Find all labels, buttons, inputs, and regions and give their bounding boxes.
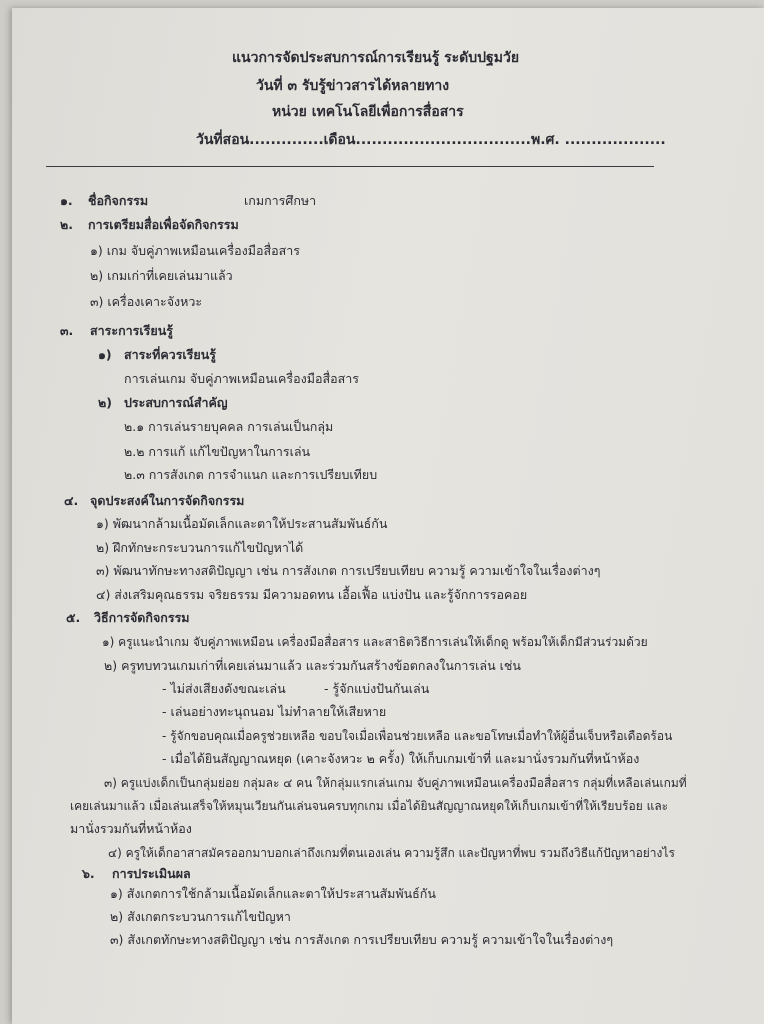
s2-title: การเตรียมสื่อเพื่อจัดกิจกรรม — [88, 217, 239, 232]
rule-item: - รู้จักแบ่งปันกันเล่น — [324, 681, 430, 696]
step-3-line: เคยเล่นมาแล้ว เมื่อเล่นเสร็จให้หมุนเวียนกันเล่นจนครบทุกเกม เมื่อได้ยินสัญญาณหยุดให้เก็บเกมเข้าที่ให้เรียบร้อย และ — [70, 799, 669, 813]
step-1: ๑) ครูแนะนำเกม จับคู่ภาพเหมือน เครื่องมือสื่อสาร และสาธิตวิธีการเล่นให้เด็กดู พร้อมให้เด็กมีส่วนร่วมด้วย — [102, 635, 648, 649]
s4-title: จุดประสงค์ในการจัดกิจกรรม — [90, 493, 245, 508]
list-item: ๒) เกมเก่าที่เคยเล่นมาแล้ว — [90, 268, 233, 283]
teaching-date-line: วันที่สอน..............เดือน.................................พ.ศ. ................... — [196, 132, 666, 148]
step-3-line: มานั่งรวมกันที่หน้าห้อง — [70, 821, 192, 836]
list-item: ๑) สังเกตการใช้กล้ามเนื้อมัดเล็กและตาให้ประสานสัมพันธ์กัน — [110, 886, 436, 901]
list-item: ๒.๓ การสังเกต การจำแนก และการเปรียบเทียบ — [124, 467, 378, 482]
list-item: ๒.๑ การเล่นรายบุคคล การเล่นเป็นกลุ่ม — [124, 419, 334, 434]
list-item: ๒.๒ การแก้ แก้ไขปัญหาในการเล่น — [124, 444, 311, 459]
s1-label: ชื่อกิจกรรม — [88, 193, 149, 208]
s1-number: ๑. — [60, 193, 73, 208]
list-item: ๒) สังเกตกระบวนการแก้ไขปัญหา — [110, 909, 291, 924]
list-item: ๓) สังเกตทักษะทางสติปัญญา เช่น การสังเกต การเปรียบเทียบ ความรู้ ความเข้าใจในเรื่องต่างๆ — [110, 932, 614, 947]
step-3-line: ๓) ครูแบ่งเด็กเป็นกลุ่มย่อย กลุ่มละ ๔ คน ให้กลุ่มแรกเล่นเกม จับคู่ภาพเหมือนเครื่องมือสื่อสาร กลุ่มที่เหลือเล่นเกมที่ — [104, 776, 687, 790]
rule-item: - เล่นอย่างทะนุถนอม ไม่ทำลายให้เสียหาย — [162, 704, 387, 719]
rule-item: - เมื่อได้ยินสัญญาณหยุด (เคาะจังหวะ ๒ ครั้ง) ให้เก็บเกมเข้าที่ และมานั่งรวมกันที่หน้าห้อง — [162, 751, 640, 766]
s2-number: ๒. — [60, 217, 73, 232]
list-item: ๑) เกม จับคู่ภาพเหมือนเครื่องมือสื่อสาร — [90, 243, 300, 258]
list-item: ๔) ส่งเสริมคุณธรรม จริยธรรม มีความอดทน เอื้อเฟื้อ แบ่งปัน และรู้จักการรอคอย — [96, 587, 528, 602]
s5-title: วิธีการจัดกิจกรรม — [94, 610, 190, 625]
list-item: ๓) พัฒนาทักษะทางสติปัญญา เช่น การสังเกต การเปรียบเทียบ ความรู้ ความเข้าใจในเรื่องต่างๆ — [96, 563, 601, 578]
rule-item: - รู้จักขอบคุณเมื่อครูช่วยเหลือ ขอบใจเมื่อเพื่อนช่วยเหลือ และขอโทษเมื่อทำให้ผู้อื่นเจ็บหรือเดือดร้อน — [162, 729, 673, 743]
list-item: ๑) พัฒนากล้ามเนื้อมัดเล็กและตาให้ประสานสัมพันธ์กัน — [96, 516, 388, 531]
s3-sub1-title: สาระที่ควรเรียนรู้ — [124, 347, 216, 362]
header-divider — [46, 166, 654, 167]
s3-sub1-text: การเล่นเกม จับคู่ภาพเหมือนเครื่องมือสื่อสาร — [124, 371, 359, 386]
s3-title: สาระการเรียนรู้ — [90, 323, 173, 338]
day-subtitle: วันที่ ๓ รับรู้ข่าวสารได้หลายทาง — [256, 78, 450, 94]
s4-number: ๔. — [64, 493, 79, 508]
s6-title: การประเมินผล — [112, 866, 191, 881]
s5-number: ๕. — [66, 610, 81, 625]
doc-title: แนวการจัดประสบการณ์การเรียนรู้ ระดับปฐมวัย — [232, 50, 520, 66]
list-item: ๒) ฝึกทักษะกระบวนการแก้ไขปัญหาได้ — [96, 540, 304, 555]
unit-subtitle: หน่วย เทคโนโลยีเพื่อการสื่อสาร — [272, 104, 464, 120]
s3-sub2-title: ประสบการณ์สำคัญ — [124, 395, 228, 410]
s6-number: ๖. — [82, 866, 95, 881]
s3-number: ๓. — [60, 323, 74, 338]
s1-value: เกมการศึกษา — [244, 193, 317, 208]
list-item: ๓) เครื่องเคาะจังหวะ — [90, 294, 203, 309]
rule-item: - ไม่ส่งเสียงดังขณะเล่น — [162, 681, 286, 696]
step-2: ๒) ครูทบทวนเกมเก่าที่เคยเล่นมาแล้ว และร่วมกันสร้างข้อตกลงในการเล่น เช่น — [104, 658, 521, 673]
step-4: ๔) ครูให้เด็กอาสาสมัครออกมาบอกเล่าถึงเกมที่ตนเองเล่น ความรู้สึก และปัญหาที่พบ รวมถึงวิธีแก้ปัญหาอย่างไร — [108, 846, 675, 860]
s3-sub1-number: ๑) — [98, 347, 112, 362]
s3-sub2-number: ๒) — [98, 395, 112, 410]
